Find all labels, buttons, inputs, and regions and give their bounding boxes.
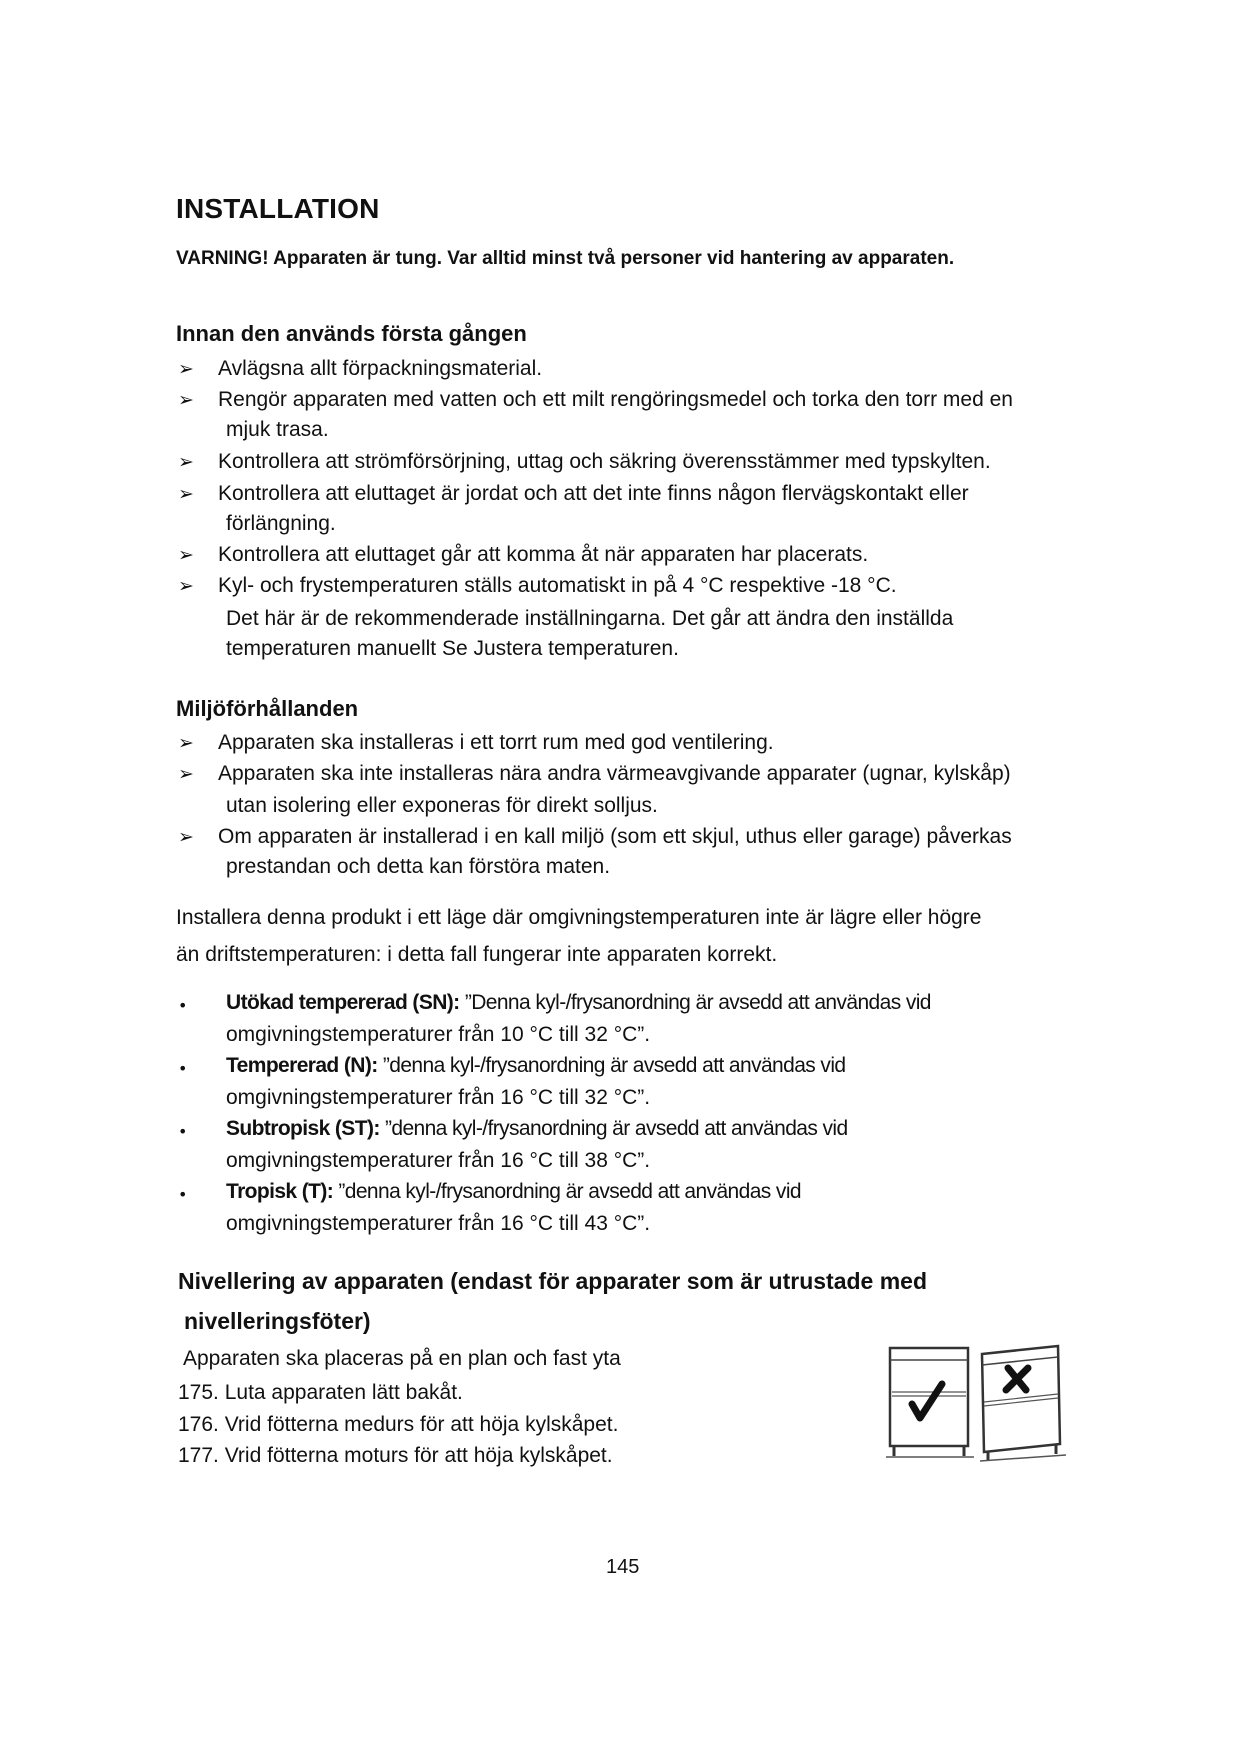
fridge-level-correct	[886, 1348, 974, 1457]
list-item: Rengör apparaten med vatten och ett milt rengöringsmedel och torka den torr med en	[218, 388, 1013, 411]
list-item-continuation: Det här är de rekommenderade inställningarna. Det går att ändra den inställda	[226, 607, 954, 630]
arrow-bullet-icon: ➢	[178, 544, 194, 566]
arrow-bullet-icon: ➢	[178, 483, 194, 505]
section-heading-leveling: Nivellering av apparaten (endast för apparater som är utrustade med	[178, 1268, 928, 1294]
list-item-continuation: temperaturen manuellt Se Justera temperaturen.	[226, 637, 679, 660]
cross-icon	[1006, 1368, 1028, 1390]
arrow-bullet-icon: ➢	[178, 358, 194, 380]
dot-bullet-icon: •	[178, 996, 188, 1015]
arrow-bullet-icon: ➢	[178, 763, 194, 785]
warning-text: VARNING! Apparaten är tung. Var alltid minst två personer vid hantering av apparaten.	[176, 248, 955, 269]
dot-bullet-icon: •	[178, 1122, 188, 1141]
environment-paragraph-line: Installera denna produkt i ett läge där omgivningstemperaturen inte är lägre eller högre	[176, 906, 982, 929]
climate-class-label: Subtropisk (ST):	[226, 1117, 380, 1140]
climate-class-text: ”Denna kyl-/frysanordning är avsedd att användas vid	[459, 991, 931, 1014]
climate-class-range: omgivningstemperaturer från 16 °C till 32 °C”.	[226, 1086, 651, 1109]
list-item-continuation: förlängning.	[226, 512, 336, 535]
list-item: Avlägsna allt förpackningsmaterial.	[218, 357, 543, 380]
arrow-bullet-icon: ➢	[178, 826, 194, 848]
climate-class-text: ”denna kyl-/frysanordning är avsedd att användas vid	[379, 1117, 848, 1140]
leveling-step: 175. Luta apparaten lätt bakåt.	[178, 1381, 463, 1404]
leveling-illustration	[880, 1336, 1080, 1470]
leveling-step: 177. Vrid fötterna moturs för att höja kylskåpet.	[178, 1444, 613, 1467]
climate-class-label: Utökad tempererad (SN):	[226, 991, 460, 1014]
climate-class-item	[226, 1054, 845, 1078]
environment-paragraph-line: än driftstemperaturen: i detta fall fungerar inte apparaten korrekt.	[176, 943, 778, 966]
list-item: Kontrollera att eluttaget är jordat och att det inte finns någon flervägskontakt eller	[218, 482, 969, 505]
climate-class-label: Tempererad (N):	[226, 1054, 378, 1077]
section-heading-leveling-cont: nivelleringsföter)	[184, 1308, 371, 1334]
list-item: Kontrollera att eluttaget går att komma åt när apparaten har placerats.	[218, 543, 869, 566]
list-item: Apparaten ska inte installeras nära andra värmeavgivande apparater (ugnar, kylskåp)	[218, 762, 1011, 785]
climate-class-range: omgivningstemperaturer från 16 °C till 38 °C”.	[226, 1149, 651, 1172]
list-item: Kyl- och frystemperaturen ställs automatiskt in på 4 °C respektive -18 °C.	[218, 574, 897, 597]
arrow-bullet-icon: ➢	[178, 575, 194, 597]
arrow-bullet-icon: ➢	[178, 451, 194, 473]
section-heading-before-use: Innan den används första gången	[176, 321, 527, 346]
dot-bullet-icon: •	[178, 1059, 188, 1078]
climate-class-text: ”denna kyl-/frysanordning är avsedd att användas vid	[333, 1180, 801, 1203]
climate-class-range: omgivningstemperaturer från 16 °C till 43 °C”.	[226, 1212, 651, 1235]
list-item: Kontrollera att strömförsörjning, uttag och säkring överensstämmer med typskylten.	[218, 450, 991, 473]
climate-class-item	[226, 1117, 848, 1141]
page-number: 145	[606, 1556, 640, 1578]
list-item-continuation: utan isolering eller exponeras för direkt solljus.	[226, 794, 658, 817]
leveling-intro: Apparaten ska placeras på en plan och fast yta	[183, 1347, 621, 1370]
list-item-continuation: mjuk trasa.	[226, 418, 329, 441]
climate-class-text: ”denna kyl-/frysanordning är avsedd att användas vid	[377, 1054, 846, 1077]
dot-bullet-icon: •	[178, 1185, 188, 1204]
climate-class-item	[226, 1180, 801, 1204]
climate-class-range: omgivningstemperaturer från 10 °C till 32 °C”.	[226, 1023, 651, 1046]
arrow-bullet-icon: ➢	[178, 732, 194, 754]
checkmark-icon	[912, 1384, 942, 1418]
fridge-level-incorrect	[980, 1346, 1066, 1461]
list-item: Apparaten ska installeras i ett torrt rum med god ventilering.	[218, 731, 774, 754]
leveling-step: 176. Vrid fötterna medurs för att höja kylskåpet.	[178, 1413, 619, 1436]
list-item-continuation: prestandan och detta kan förstöra maten.	[226, 855, 611, 878]
climate-class-item	[226, 991, 931, 1015]
climate-class-label: Tropisk (T):	[226, 1180, 334, 1203]
page-title: INSTALLATION	[176, 193, 380, 224]
list-item: Om apparaten är installerad i en kall miljö (som ett skjul, uthus eller garage) påverkas	[218, 825, 1012, 848]
arrow-bullet-icon: ➢	[178, 389, 194, 411]
section-heading-environment: Miljöförhållanden	[176, 696, 359, 721]
